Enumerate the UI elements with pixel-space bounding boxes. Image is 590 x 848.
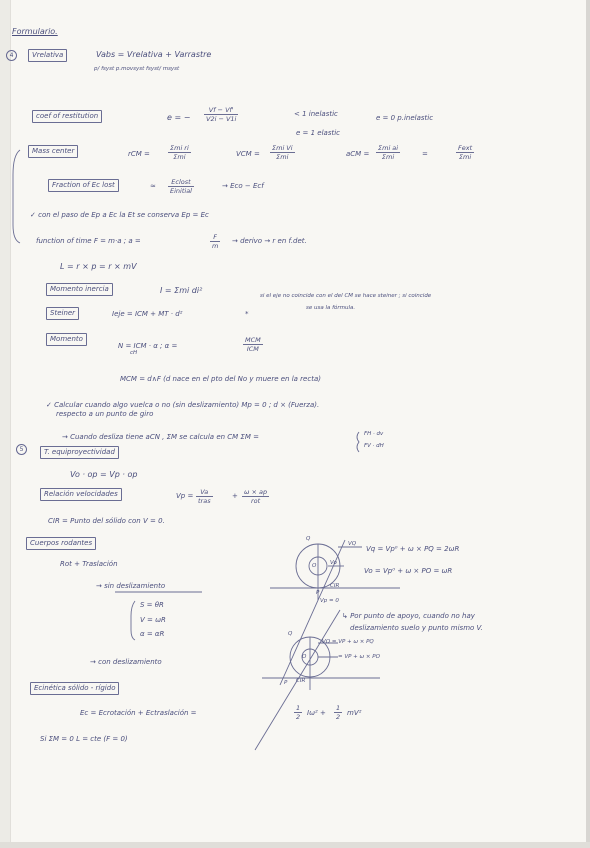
diagram-vq2: VQ = VP + ω × PQ xyxy=(322,639,374,645)
ecinetica-frac1 xyxy=(294,704,302,721)
fn-den: m xyxy=(212,242,219,250)
sin-deslizamiento: → sin deslizamiento xyxy=(96,582,166,590)
coef-lhs: e = − xyxy=(167,113,191,122)
relacion-frac1 xyxy=(196,488,213,505)
relacion-den1: tras xyxy=(198,497,211,505)
rcm-fraction xyxy=(168,144,191,161)
momento-eq: N = ICM · α ; α = xyxy=(118,342,178,350)
diagram-cir: CIR xyxy=(330,583,340,589)
mcm-eq: MCM = d∧F (d nace en el pto del No y muere en la recta) xyxy=(120,375,321,383)
ecinetica-frac2 xyxy=(334,704,342,721)
last-note: Si ΣM = 0 L = cte (F = 0) xyxy=(40,735,128,743)
fn-fraction xyxy=(210,233,220,250)
acm-label: aCM = xyxy=(346,150,370,158)
steiner-star: * xyxy=(245,310,249,318)
diagram-q2: Q xyxy=(288,631,293,637)
page-title: Formulario. xyxy=(12,27,58,36)
label-coef: coef of restitution xyxy=(32,110,102,123)
fraction-ec-num: Eclost xyxy=(168,178,194,187)
diagram-vq: VQ xyxy=(348,541,357,547)
inertia-note2: se usa la fórmula. xyxy=(306,305,356,311)
vcm-label: VCM = xyxy=(236,150,260,158)
diagram-note2: deslizamiento suelo y punto mismo V. xyxy=(350,624,483,632)
rcm-num: Σmi ri xyxy=(170,144,189,152)
section-number-4: 4 xyxy=(6,50,17,61)
coef-num: Vf − Vf' xyxy=(204,106,238,115)
rot-traslacion: Rot + Traslación xyxy=(60,560,118,568)
diagram-vp0: Vp = 0 xyxy=(320,598,339,604)
brace-bottom: FV · dH xyxy=(364,443,384,449)
relacion-num1: Va xyxy=(196,488,213,497)
steiner-eq: Ieje = ICM + MT · d² xyxy=(112,310,183,318)
ecin-f2-num: 1 xyxy=(336,704,341,712)
angular-momentum: L = r × p = r × mV xyxy=(60,262,137,271)
acm-equals: = xyxy=(422,150,428,158)
diagram-note: ↳ Por punto de apoyo, cuando no hay xyxy=(342,612,475,620)
fext-num: Fext xyxy=(458,144,473,152)
relacion-frac2 xyxy=(242,488,269,505)
function-of-time: function of time F = m·a ; a = xyxy=(36,237,141,245)
label-momento: Momento xyxy=(46,333,87,346)
fext-fraction xyxy=(456,144,474,161)
diagram-cir2: CIR xyxy=(296,678,306,684)
section-number-5: 5 xyxy=(16,444,27,455)
relacion-den2: rot xyxy=(250,497,261,505)
eq-vabs: Vabs = Vrelativa + Varrastre xyxy=(96,50,212,59)
eq-vo: Vo = Vp⁰ + ω × PO = ωR xyxy=(364,567,453,575)
fext-den: Σmi xyxy=(458,153,472,161)
fraction-ec-den: Einitial xyxy=(170,187,192,195)
con-deslizamiento: → con deslizamiento xyxy=(90,658,162,666)
acm-num: Σmi ai xyxy=(378,144,399,152)
coef-c1: < 1 inelastic xyxy=(294,110,338,118)
ecinetica-mid: Iω² + xyxy=(307,709,326,717)
diagram-p: P xyxy=(316,590,320,596)
vcm-fraction xyxy=(270,144,295,161)
label-mass-center: Mass center xyxy=(28,145,78,158)
coef-den: V2i − V1i xyxy=(206,115,237,123)
label-relacion-velocidades: Relación velocidades xyxy=(40,488,122,501)
calc-note2: respecto a un punto de giro xyxy=(56,410,154,418)
label-inertia: Momento inercia xyxy=(46,283,113,296)
vcm-den: Σmi xyxy=(276,153,289,161)
eq-s: S = θR xyxy=(140,601,164,609)
eq-vabs-sub: p/ fsyst p.movsyst fsyst/ msyst xyxy=(94,66,180,72)
note-ep-ec: ✓ con el paso de Ep a Ec la Et se conserva Ep = Ec xyxy=(30,211,209,219)
sum-brace xyxy=(357,432,359,452)
eq-vq: Vq = Vp⁰ + ω × PQ = 2ωR xyxy=(366,545,460,553)
inertia-note: si el eje no coincide con el del CM se hace steiner ; si coincide xyxy=(260,293,432,299)
ecinetica-end: mV² xyxy=(347,709,362,717)
page-right-edge xyxy=(586,0,590,848)
acm-den: Σmi xyxy=(381,153,395,161)
page-margin xyxy=(0,0,11,848)
rcm-label: rCM = xyxy=(128,150,150,158)
coef-c2: e = 1 elastic xyxy=(296,129,341,137)
fraction-ec-fraction xyxy=(168,178,194,195)
fraction-ec-rhs: → Eco − Ecf xyxy=(222,182,264,190)
fn-rest: → derivo → r en f.det. xyxy=(232,237,307,245)
inertia-eq: I = Σmi di² xyxy=(160,286,203,295)
momento-fraction xyxy=(243,336,263,353)
label-vrelativa: Vrelativa xyxy=(28,49,67,62)
label-equiproyectividad: T. equiproyectividad xyxy=(40,446,119,459)
calc-note: ✓ Calcular cuando algo vuelca o no (sin deslizamiento) Mp = 0 ; d × (Fuerza). xyxy=(46,401,320,409)
ecin-f1-num: 1 xyxy=(296,704,301,712)
eq-a: α = αR xyxy=(140,630,165,638)
diagram-q: Q xyxy=(306,536,311,542)
rcm-den: Σmi xyxy=(173,153,186,161)
page-bottom-edge xyxy=(0,842,590,848)
acm-fraction xyxy=(376,144,400,161)
label-ecinetica: Ecinética sólido - rígido xyxy=(30,682,119,695)
cir-definition: CIR = Punto del sólido con V = 0. xyxy=(48,517,165,525)
relacion-num2: ω × ap xyxy=(244,488,268,496)
relacion-lhs: Vp = xyxy=(176,492,194,500)
ecinetica-eq: Ec = Ecrotación + Ectraslación = xyxy=(80,709,197,717)
fn-num: F xyxy=(210,233,220,242)
momento-sub: cH xyxy=(130,350,138,356)
coef-fraction xyxy=(204,106,238,123)
ecin-f1-den: 2 xyxy=(296,713,301,721)
label-fraction-ec: Fraction of Ec lost xyxy=(48,179,119,192)
brace-top: FH · dv xyxy=(364,431,384,437)
diagram-vo2: = VP + ω × PO xyxy=(338,654,380,660)
coef-c3: e = 0 p.inelastic xyxy=(376,114,434,122)
diagram-o2: O xyxy=(302,654,307,660)
vcm-num: Σmi Vi xyxy=(272,144,293,152)
diagram-o: O xyxy=(312,563,317,569)
momento-num: MCM xyxy=(245,336,261,344)
diagram-vo: Vo xyxy=(330,560,337,566)
ecin-f2-den: 2 xyxy=(336,713,341,721)
label-steiner: Steiner xyxy=(46,307,79,320)
momento-den: ICM xyxy=(246,345,259,353)
diagram-p2: P xyxy=(284,680,288,686)
label-cuerpos-rodantes: Cuerpos rodantes xyxy=(26,537,96,550)
equiproyectividad-eq: Vo · op = Vp · op xyxy=(70,470,138,479)
fraction-ec-arrow: ≈ xyxy=(150,182,156,190)
big-brace xyxy=(13,150,20,243)
eq-v: V = ωR xyxy=(140,616,166,624)
rolling-brace xyxy=(131,601,135,640)
acn-note: → Cuando desliza tiene aCN , ΣM se calcula en CM ΣM = xyxy=(62,433,259,441)
relacion-plus: + xyxy=(232,492,238,500)
